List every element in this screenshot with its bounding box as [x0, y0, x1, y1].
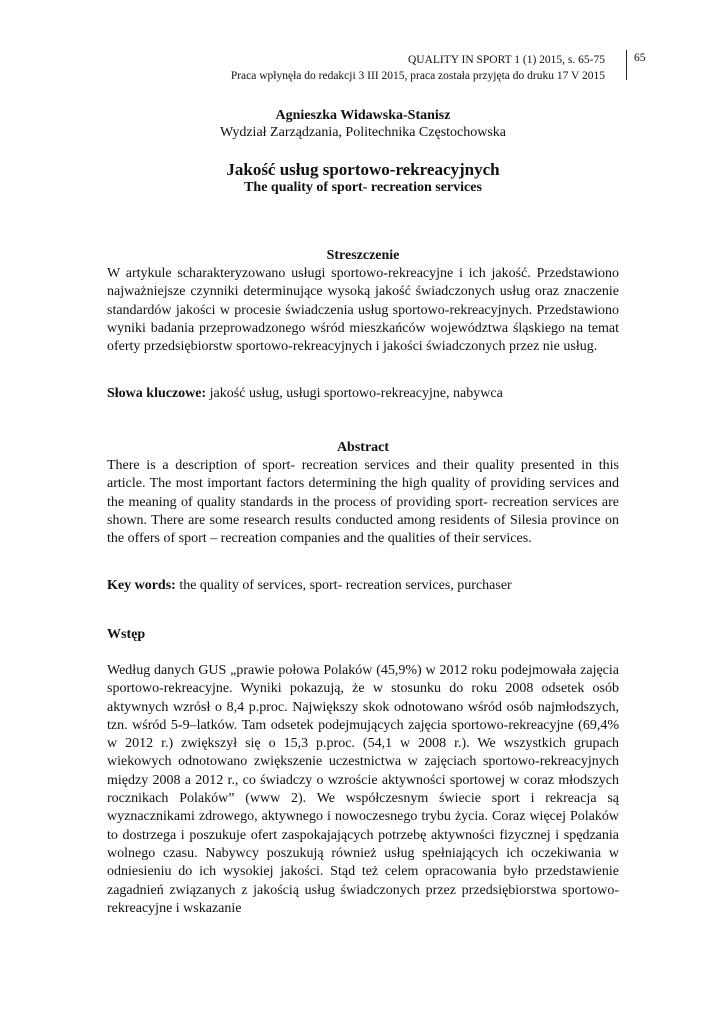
key-words-text: the quality of services, sport- recreation services, purchaser — [175, 578, 512, 593]
slowa-kluczowe — [107, 386, 619, 402]
key-words — [107, 578, 619, 594]
title-polish: Jakość usług sportowo-rekreacyjnych — [226, 160, 500, 179]
abstract-heading: Abstract — [336, 440, 390, 455]
title-english: The quality of sport- recreation services — [244, 180, 482, 195]
abstract-text: There is a description of sport- recreation services and their quality presented in this article. The most important factors determining the high quality of providing services and the meaning of quality standards in the process of providing sport- recreation services are shown. There are some research results conducted among residents of Silesia province on the offers of sport – recreation companies and the qualities of their services. — [107, 458, 619, 547]
header-divider — [626, 50, 627, 80]
streszczenie-text: W artykule scharakteryzowano usługi sportowo-rekreacyjne i ich jakość. Przedstawiono najważniejsze czynniki determinujące wysoką jakość świadczonych usług oraz znaczenie standardów jakości w procesie świadczenia usług sportowo-rekreacyjnych. Przedstawiono wyniki badania przeprowadzonego wśród mieszkańców województwa śląskiego na temat oferty przedsiębiorstw sportowo-rekreacyjnych i jakości świadczonych przez nie usług. — [107, 266, 619, 355]
wstep-text: Według danych GUS „prawie połowa Polaków (45,9%) w 2012 roku podejmowała zajęcia sportowo-rekreacyjne. Wyniki pokazują, że w stosunku do roku 2008 odsetek osób aktywnych wzrósł o 8,4 p.proc. Największy skok odnotowano wśród osób najmłodszych, tzn. wśród 5-9–latków. Tam odsetek podejmujących zajęcia sportowo-rekreacyjne (69,4% w 2012 r.) zwiększył się o 15,3 p.proc. (54,1 w 2008 r.). We wszystkich grupach wiekowych odnotowano zwiększenie uczestnictwa w zajęciach sportowo-rekreacyjnych między 2008 a 2012 r., co świadczy o wzroście aktywności sportowej w coraz młodszych rocznikach Polaków” (www 2). We współczesnym świecie sport i rekreacja są wyznacznikami zdrowego, aktywnego i nowoczesnego trybu życia. Coraz więcej Polaków to dostrzega i poszukuje ofert zaspokajających potrzebę aktywności fizycznej i spędzania wolnego czasu. Nabywcy poszukują również usług spełniających ich oczekiwania w odniesieniu do ich wysokiej jakości. Stąd też celem opracowania było przedstawienie zagadnień związanych z jakością usług świadczonych przez przedsiębiorstwa sportowo-rekreacyjne i wskazanie — [107, 663, 619, 916]
key-words-label: Key words: — [107, 578, 176, 593]
slowa-kluczowe-text: jakość usług, usługi sportowo-rekreacyjne, nabywca — [206, 386, 503, 401]
slowa-kluczowe-label: Słowa kluczowe: — [107, 386, 207, 401]
received-line: Praca wpłynęła do redakcji 3 III 2015, praca została przyjęta do druku 17 V 2015 — [230, 70, 605, 82]
page-number: 65 — [634, 52, 646, 64]
running-header — [231, 52, 605, 84]
affiliation: Wydział Zarządzania, Politechnika Częstochowska — [219, 125, 507, 140]
streszczenie-heading: Streszczenie — [326, 248, 400, 263]
wstep-heading: Wstęp — [107, 627, 146, 642]
author-name: Agnieszka Widawska-Stanisz — [275, 108, 451, 123]
journal-line: QUALITY IN SPORT 1 (1) 2015, s. 65-75 — [407, 54, 605, 66]
